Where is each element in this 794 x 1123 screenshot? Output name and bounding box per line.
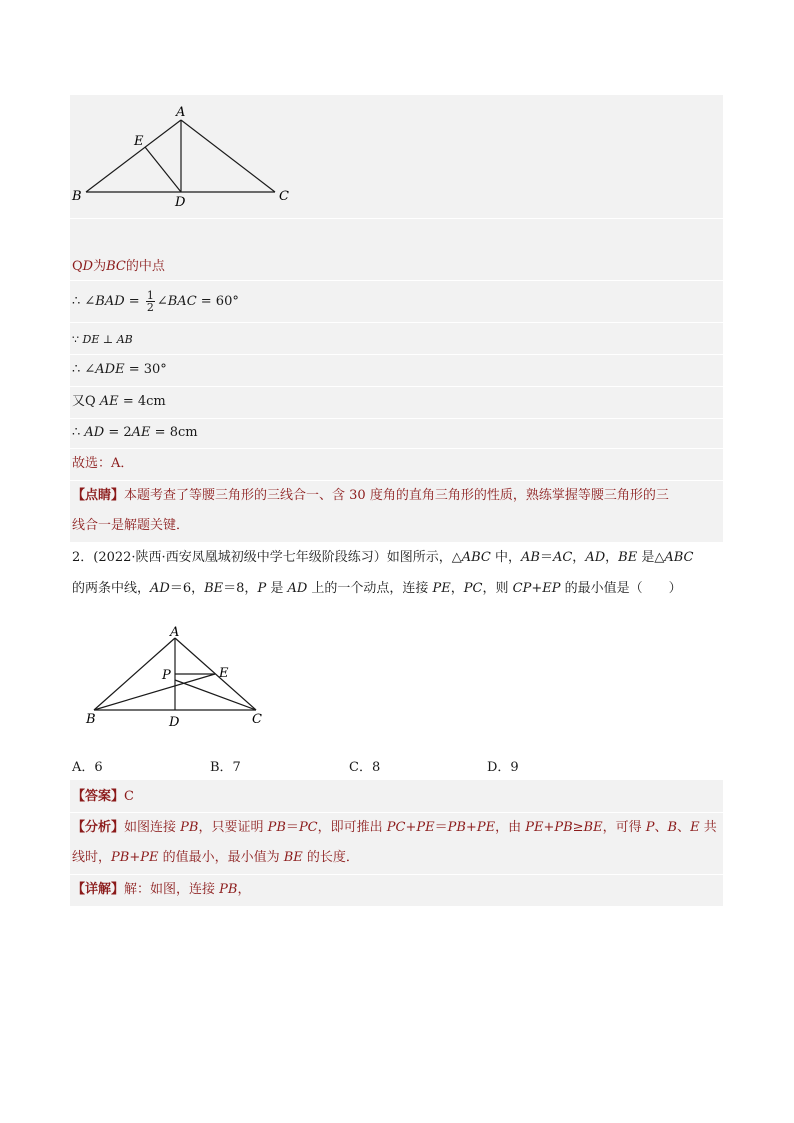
solution-line-2: ∴ ∠BAD = $\frac{1}{2}$ ∠BAC = 60°	[72, 289, 239, 314]
vertex-label-e: E	[134, 134, 144, 149]
vertex-label-b: B	[72, 189, 82, 204]
divider	[70, 218, 723, 219]
segment-ac	[181, 120, 275, 192]
answer-choice-1: 故选：A．	[72, 456, 134, 471]
divider	[70, 448, 723, 449]
divider	[70, 354, 723, 355]
segment-be	[94, 674, 215, 710]
comment-line-2: 线合一是解题关键．	[72, 518, 190, 533]
analysis-line-2: 线时，PB+PE 的值最小，最小值为 BE 的长度．	[72, 850, 359, 865]
solution-line-3: ∵ DE ⊥ AB	[72, 333, 133, 346]
comment-line-1: 【点睛】本题考查了等腰三角形的三线合一、含 30 度角的直角三角形的性质，熟练掌握等腰三角形的三	[72, 488, 669, 503]
vertex-label-d: D	[175, 195, 186, 210]
fraction-half: $\frac{1}{2}$	[146, 289, 154, 314]
answer-line: 【答案】C	[72, 789, 134, 804]
vertex-label-d: D	[169, 715, 180, 730]
option-d[interactable]: D．9	[487, 760, 519, 775]
divider	[70, 322, 723, 323]
vertex-label-a: A	[176, 105, 186, 120]
divider	[70, 418, 723, 419]
divider	[70, 812, 723, 813]
divider	[70, 386, 723, 387]
solution-line-4: ∴ ∠ADE = 30°	[72, 362, 167, 377]
vertex-label-p: P	[162, 668, 171, 683]
detail-line: 【详解】解：如图，连接 PB，	[72, 882, 251, 897]
segment-ab	[86, 120, 181, 192]
vertex-label-c: C	[252, 712, 262, 727]
vertex-label-c: C	[279, 189, 289, 204]
solution-line-1: QD为BC的中点	[72, 259, 165, 274]
option-a[interactable]: A．6	[72, 760, 103, 775]
question-2-line-2: 的两条中线，AD＝6，BE＝8，P 是 AD 上的一个动点，连接 PE，PC，则 CP+EP 的最小值是（ ）	[72, 581, 682, 596]
option-c[interactable]: C．8	[349, 760, 381, 775]
divider	[70, 480, 723, 481]
divider	[70, 280, 723, 281]
vertex-label-a: A	[170, 625, 180, 640]
vertex-label-e: E	[219, 666, 229, 681]
question-2-line-1: 2．(2022·陕西·西安凤凰城初级中学七年级阶段练习）如图所示，△ABC 中，AB＝AC，AD，BE 是△ABC	[72, 550, 694, 565]
option-b[interactable]: B．7	[210, 760, 241, 775]
solution-line-6: ∴ AD = 2AE = 8cm	[72, 425, 198, 440]
divider	[70, 874, 723, 875]
triangle-figure-2	[80, 622, 280, 732]
vertex-label-b: B	[86, 712, 96, 727]
solution-line-5: 又Q AE = 4cm	[72, 394, 166, 409]
analysis-line-1: 【分析】如图连接 PB，只要证明 PB＝PC，即可推出 PC+PE＝PB+PE，由 PE+PB≥BE，可得 P、B、E 共	[72, 820, 717, 835]
triangle-figure-1	[68, 100, 308, 210]
segment-de	[145, 147, 181, 192]
segment-pc	[175, 680, 256, 710]
